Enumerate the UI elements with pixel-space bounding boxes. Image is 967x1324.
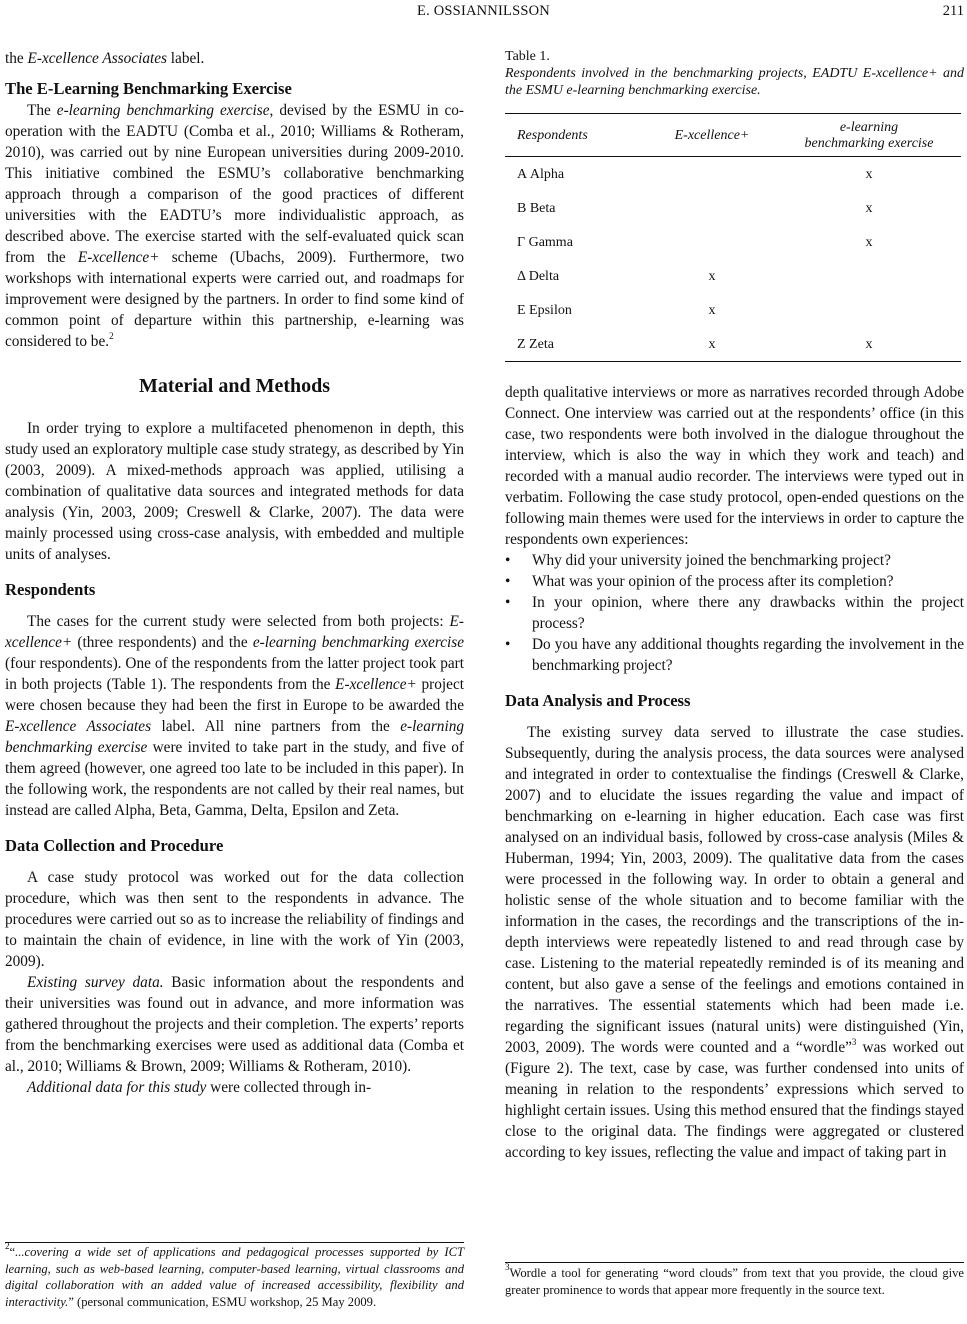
paragraph-additional-data: Additional data for this study were collected through in-	[27, 1079, 372, 1096]
table-row: Δ Delta x	[517, 268, 716, 284]
footnote-divider-right	[505, 1262, 964, 1263]
paragraph-data-analysis: The existing survey data served to illustrate the case studies. Subsequently, during the analysis process, the data sources were analysed and integrated in order to contextualise the findings (Creswell & Clarke, 2007) and to elucidate the issues regarding the value and impact of benchmarking on e-learning in higher education. Each case was first analysed on an individual basis, followed by cross-case analysis (Miles & Huberman, 1994; Yin, 2003, 2009). The qualitative data from the cases were processed in the following way. In order to obtain a general and holistic sense of the whole situation and to become familiar with the information in the cases, the recordings and the transcriptions of the in-depth interviews were repeatedly listened to and read through case by case. Listening to the material repeatedly reminded is of its meaning and content, but also gave a sense of the feelings and emotions contained in the narratives. The essential statements which had been made i.e. regarding the significant issues (natural units) were distinguished (Yin, 2003, 2009). The words were counted and a “wordle”$^3$ was worked out (Figure 2). The text, case by case, was further condensed into units of meaning in relation to the respondents’ expressions which served to highlight certain issues. Using this method ensured that the findings stayed close to the original data. The findings were aggregated or clustered according to key issues, reflecting the value and impact of taking part in	[505, 724, 964, 1161]
table-header-row	[505, 114, 961, 157]
footnote-ref-3[interactable]: 3	[851, 1037, 857, 1047]
paragraph-respondents: The cases for the current study were selected from both projects: E-xcellence+ (three respondents) and the e-learning benchmarking exercise (four respondents). One of the respondents from the latter project took part in both projects (Table 1). The respondents from the E-xcellence+ project were chosen because they had been the first in Europe to be awarded the E-xcellence Associates label. All nine partners from the e-learning benchmarking exercise were invited to take part in the study, and five of them agreed (however, one agreed too late to be included in this paper). In the following work, the respondents are not called by their real names, but instead are called Alpha, Beta, Gamma, Delta, Epsilon and Zeta.	[5, 613, 465, 819]
column-header-respondents: Respondents	[505, 114, 647, 157]
table-caption: Respondents involved in the benchmarking projects, EADTU E-xcellence+ and the ESMU e-learning benchmarking exercise.	[505, 66, 964, 98]
page-number: 211	[942, 3, 964, 19]
footnote-2: $^2$“...covering a wide set of applications and pedagogical processes supported by ICT learning, such as web-based learning, computer-based learning, virtual classrooms and digital collaboration with an added value of increased accessibility, flexibility and interactivity.” (personal communication, ESMU workshop, 25 May 2009.	[5, 1241, 464, 1309]
footnote-divider-left	[5, 1242, 464, 1243]
respondents-table	[505, 113, 961, 362]
paragraph-collection-protocol: A case study protocol was worked out for the data collection procedure, which was then sent to the respondents in advance. The procedures were carried out so as to increase the reliability of findings and to maintain the chain of evidence, in line with the work of Yin (2003, 2009).	[5, 869, 464, 970]
heading-data-analysis: Data Analysis and Process	[505, 691, 691, 710]
column-header-elearning: e-learning benchmarking exercise	[777, 114, 961, 157]
paragraph-methods: In order trying to explore a multifaceted phenomenon in depth, this study used an exploratory multiple case study strategy, as described by Yin (2003, 2009). A mixed-methods approach was applied, utilising a combination of qualitative data sources and integrated methods for data analysis (Yin, 2003, 2009; Creswell & Clarke, 2007). The data were mainly processed using cross-case analysis, with embedded and multiple units of analyses.	[5, 420, 464, 563]
paragraph-existing-survey-data: Existing survey data. Basic information about the respondents and their universities was found out in advance, and more information was gathered throughout the projects and their completion. The experts’ reports from the benchmarking exercises were used as additional data (Comba et al., 2010; Williams & Brown, 2009; Williams & Rotheram, 2010).	[5, 974, 464, 1075]
intro-fragment: the E-xcellence Associates label.	[5, 50, 205, 67]
running-head: E. OSSIANNILSSON	[417, 3, 550, 19]
heading-data-collection: Data Collection and Procedure	[5, 836, 224, 855]
table-label: Table 1.	[505, 49, 550, 64]
bullet-icon: •	[505, 636, 511, 653]
footnote-3: $^3$Wordle a tool for generating “word clouds” from text that you provide, the cloud give greater prominence to words that appear more frequently in the source text.	[505, 1262, 964, 1297]
heading-material-and-methods: Material and Methods	[138, 375, 331, 397]
left-column	[5, 48, 464, 1098]
bullet-icon: •	[505, 573, 511, 590]
table-row: Γ Gamma x	[517, 234, 873, 250]
bullet-icon: •	[505, 552, 511, 569]
interview-questions-list	[505, 550, 964, 676]
bullet-icon: •	[505, 594, 511, 611]
page-header	[0, 0, 967, 24]
column-header-excellence: E-xcellence+	[647, 114, 777, 157]
footnote-ref-2[interactable]: 2	[109, 331, 114, 341]
list-item: • Do you have any additional thoughts regarding the involvement in the benchmarking project?	[505, 636, 964, 674]
list-item: • In your opinion, where there any drawbacks within the project process?	[505, 594, 964, 632]
paragraph-elearning-benchmarking: The e-learning benchmarking exercise, devised by the ESMU in co-operation with the EADTU (Comba et al., 2010; Williams & Rotheram, 2010), was carried out by nine European universities during 2009-2010. This initiative combined the ESMU’s collaborative benchmarking approach through a comparison of the good practices of different universities with the EADTU’s more individualistic approach, as described above. The exercise started with the self-evaluated quick scan from the E-xcellence+ scheme (Ubachs, 2009). Furthermore, two workshops with international experts were carried out, and roadmaps for improvement were designed by the partners. In order to find some kind of common point of departure within this partnership, e-learning was considered to be.$^2$	[5, 102, 464, 350]
heading-elearning-benchmarking: The E-Learning Benchmarking Exercise	[5, 79, 292, 98]
list-item: • Why did your university joined the benchmarking project?	[505, 552, 891, 569]
table-row: Ε Epsilon x	[517, 302, 716, 318]
list-item: • What was your opinion of the process after its completion?	[505, 573, 894, 590]
table-row: Ζ Zeta x x	[505, 327, 961, 362]
heading-respondents: Respondents	[5, 580, 96, 599]
paragraph-interviews-continued: depth qualitative interviews or more as narratives recorded through Adobe Connect. One interview was carried out at the respondents’ office (in this case, two respondents were both involved in the dialogue throughout the interview, which is also the way in which they work and teach) and recorded with a manual audio recorder. The interviews were typed out in verbatim. Following the case study protocol, open-ended questions on the following main themes were used for the interviews in order to capture the respondents own experiences:	[505, 384, 964, 548]
table-row: Α Alpha x	[517, 166, 873, 182]
table-row: Β Beta x	[517, 200, 873, 216]
right-column	[505, 48, 964, 1163]
